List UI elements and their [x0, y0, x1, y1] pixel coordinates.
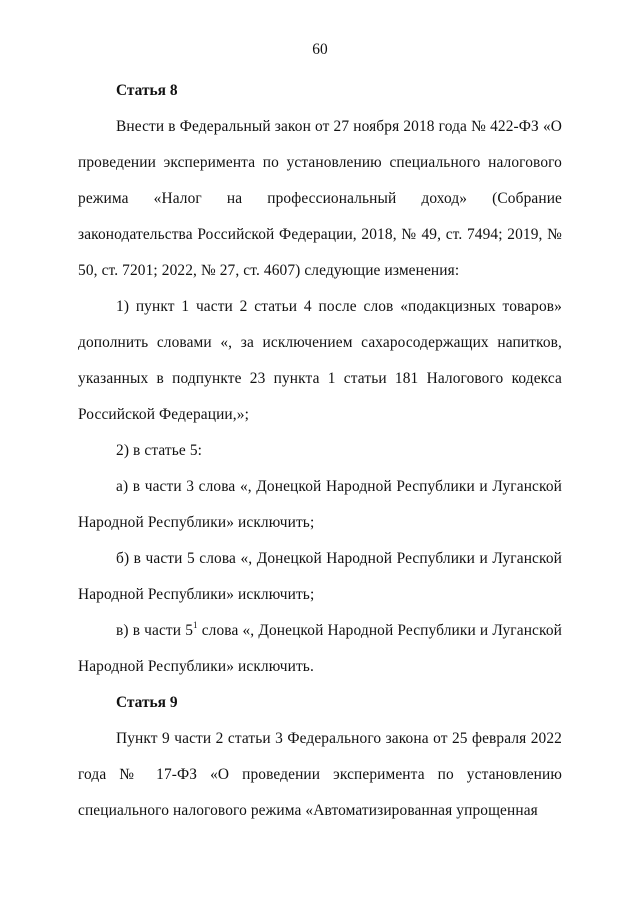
item-2c-superscript: 1 [193, 619, 198, 630]
document-body [78, 73, 562, 829]
article-9-text: Пункт 9 части 2 статьи 3 Федерального закона от 25 февраля 2022 года № 17-ФЗ «О проведении эксперимента по установлению специального налогового режима «Автоматизированная упрощенная [78, 730, 562, 819]
article-8-heading: Статья 8 [116, 82, 178, 99]
article-8-intro: Внести в Федеральный закон от 27 ноября 2018 года № 422-ФЗ «О проведении эксперимента по установлению специального налогового режима «Налог на профессиональный доход» (Собрание законодательства Российской Федерации, 2018, № 49, ст. 7494; 2019, № 50, ст. 7201; 2022, № 27, ст. 4607) следующие изменения: [78, 118, 562, 279]
article-8-item-2b: б) в части 5 слова «, Донецкой Народной Республики и Луганской Народной Республики» исключить; [78, 550, 562, 603]
article-8-item-2a: а) в части 3 слова «, Донецкой Народной Республики и Луганской Народной Республики» исключить; [78, 478, 562, 531]
article-8-item-2: 2) в статье 5: [116, 442, 203, 459]
article-8-item-1: 1) пункт 1 части 2 статьи 4 после слов «подакцизных товаров» дополнить словами «, за исключением сахаросодержащих напитков, указанных в подпункте 23 пункта 1 статьи 181 Налогового кодекса Российской Федерации,»; [78, 298, 562, 423]
item-2c-prefix: в) в части 5 [116, 622, 194, 639]
item-2c-rest: слова «, Донецкой Народной Республики и Луганской Народной Республики» исключить. [78, 622, 562, 675]
article-8-item-2c [78, 613, 562, 685]
page-number: 60 [312, 41, 328, 58]
article-9-heading: Статья 9 [116, 694, 178, 711]
